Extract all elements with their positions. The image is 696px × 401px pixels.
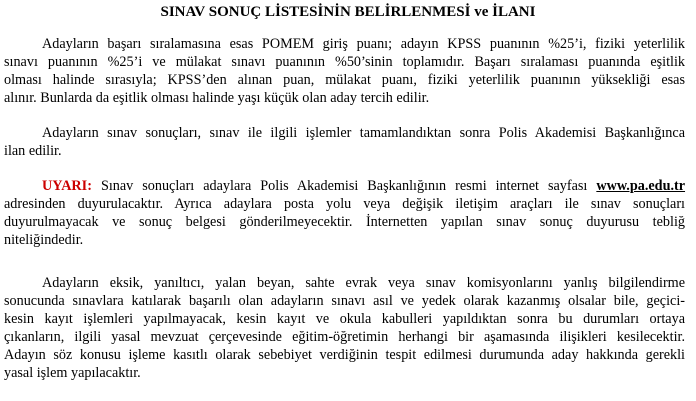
- p4-line-2: sonucunda sınavlara katılarak başarılı olan adayların sınavı asıl ve yedek olarak kazanmış olsalar bile, geçici-: [4, 293, 685, 309]
- p4-line-1: Adayların eksik, yanıltıcı, yalan beyan, sahte evrak veya sınav komisyonlarını yanlış bilgilendirme: [42, 275, 685, 291]
- p4-line-4: çıkanların, ilgili yasal mevzuat çerçevesinde eğitim-öğretimin herhangi bir aşamasında ilişikleri kesilecektir.: [4, 329, 685, 345]
- p2-line-1: Adayların sınav sonuçları, sınav ile ilgili işlemler tamamlandıktan sonra Polis Akademisi Başkanlığınca: [42, 125, 685, 141]
- page-title: SINAV SONUÇ LİSTESİNİN BELİRLENMESİ ve İLANI: [160, 4, 536, 20]
- p1-line-4: alınır. Bunlarda da eşitlik olması halinde yaşı küçük olan aday tercih edilir.: [4, 90, 430, 106]
- warning-label: UYARI:: [42, 178, 92, 194]
- warning-line-3: duyurulmayacak ve sonuç belgesi gönderilmeyecektir. İnternetten yapılan sınav sonuç duyurusu tebliğ: [4, 214, 685, 230]
- warning-line-1: [42, 177, 685, 195]
- p2-line-2: ilan edilir.: [4, 143, 62, 159]
- warning-line-2: adresinden duyurulacaktır. Ayrıca adaylara posta yolu veya değişik iletişim araçları ile sınav sonuçları: [4, 196, 685, 212]
- p4-line-6: yasal işlem yapılacaktır.: [4, 365, 141, 381]
- warning-line-4: niteliğindedir.: [4, 232, 84, 248]
- website-link[interactable]: www.pa.edu.tr: [596, 178, 686, 194]
- p4-line-3: kesin kayıt işlemleri yapılmayacak, kesin kayıt ve okula kabulleri yapıldıktan sonra bu durumları ortaya: [4, 311, 685, 327]
- p1-line-3: olması halinde sırasıyla; KPSS’den alınan puan, mülakat puanı, fiziki yeterlilik puanının yüksekliği esas: [4, 72, 685, 88]
- p4-line-5: Adayın söz konusu işleme kasıtlı olarak sebebiyet verdiğinin tespit edilmesi durumunda aday hakkında gerekli: [4, 347, 685, 363]
- p1-line-2: sınavı puanının %25’i ve mülakat sınavı puanının %50’sinin toplamıdır. Başarı sıralaması puanında eşitlik: [4, 54, 685, 70]
- p1-line-1: Adayların başarı sıralamasına esas POMEM giriş puanı; adayın KPSS puanının %25’i, fiziki yeterlilik: [42, 36, 685, 52]
- warning-text: Sınav sonuçları adaylara Polis Akademisi Başkanlığının resmi internet sayfası: [100, 178, 588, 194]
